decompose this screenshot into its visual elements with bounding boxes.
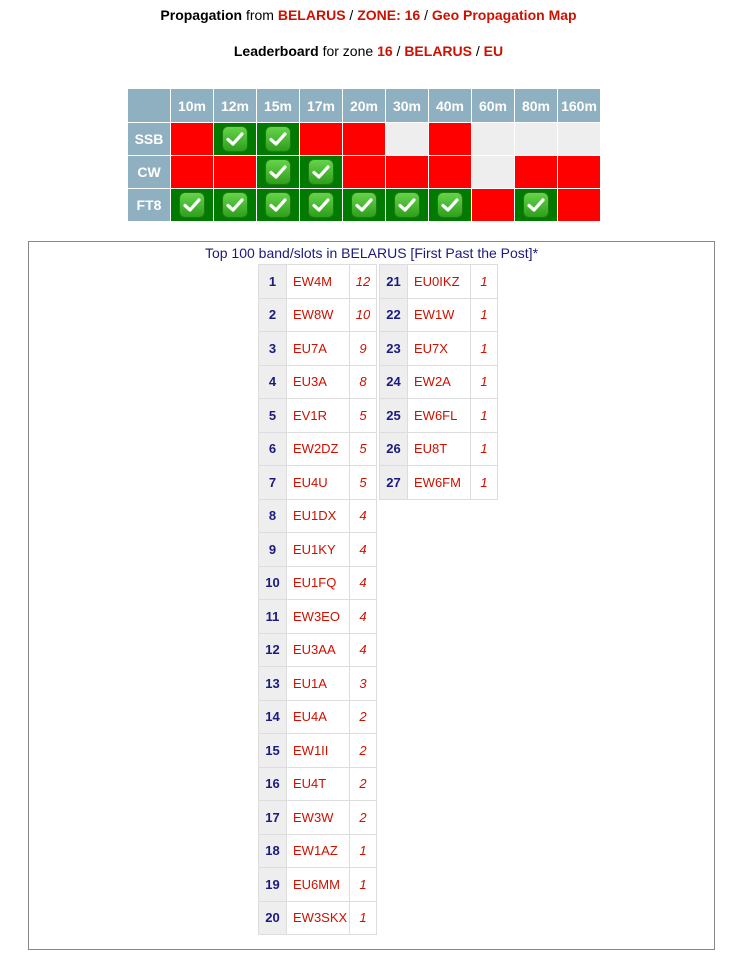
slot-count: 9: [350, 332, 377, 366]
slot-cell-ssb-10m[interactable]: [171, 123, 214, 156]
band-header-12m: 12m: [214, 89, 257, 123]
slot-cell-cw-20m[interactable]: [343, 156, 386, 189]
continent-link[interactable]: EU: [483, 43, 504, 59]
slot-cell-cw-15m[interactable]: [257, 156, 300, 189]
rank-cell: 15: [259, 734, 287, 768]
slot-cell-ssb-80m: [515, 123, 558, 156]
band-mode-grid: [127, 88, 601, 222]
band-header-160m: 160m: [558, 89, 601, 123]
slot-count: 1: [471, 332, 498, 366]
slot-count: 1: [471, 298, 498, 332]
slot-cell-ft8-12m[interactable]: [214, 189, 257, 222]
callsign-link[interactable]: EU1DX: [287, 499, 350, 533]
for-zone-word: for zone: [322, 43, 374, 59]
checkmark-icon: [179, 192, 205, 218]
table-row: [259, 700, 377, 734]
separator: /: [475, 43, 480, 59]
slot-cell-ft8-30m[interactable]: [386, 189, 429, 222]
checkmark-icon: [394, 192, 420, 218]
rank-cell: 2: [259, 298, 287, 332]
table-row: [259, 734, 377, 768]
table-row: [259, 767, 377, 801]
table-row: [259, 834, 377, 868]
leaderboard-table-right: [379, 264, 498, 500]
slot-count: 1: [471, 365, 498, 399]
leaderboard-table-left: [258, 264, 377, 935]
rank-cell: 11: [259, 600, 287, 634]
rank-cell: 17: [259, 801, 287, 835]
checkmark-icon: [308, 192, 334, 218]
rank-cell: 7: [259, 466, 287, 500]
slot-count: 12: [350, 265, 377, 299]
rank-cell: 20: [259, 901, 287, 935]
callsign-link[interactable]: EW1W: [408, 298, 471, 332]
slot-cell-cw-12m[interactable]: [214, 156, 257, 189]
callsign-link[interactable]: EU4U: [287, 466, 350, 500]
propagation-label: Propagation: [160, 7, 243, 23]
rank-cell: 27: [380, 466, 408, 500]
rank-cell: 26: [380, 432, 408, 466]
slot-cell-ft8-10m[interactable]: [171, 189, 214, 222]
slot-count: 4: [350, 600, 377, 634]
band-header-80m: 80m: [515, 89, 558, 123]
slot-cell-cw-10m[interactable]: [171, 156, 214, 189]
rank-cell: 18: [259, 834, 287, 868]
table-row: [259, 566, 377, 600]
band-header-30m: 30m: [386, 89, 429, 123]
slot-cell-cw-17m[interactable]: [300, 156, 343, 189]
grid-corner: [128, 89, 171, 123]
rank-cell: 21: [380, 265, 408, 299]
callsign-link[interactable]: EV1R: [287, 399, 350, 433]
rank-cell: 10: [259, 566, 287, 600]
rank-cell: 13: [259, 667, 287, 701]
leaderboard-label: Leaderboard: [233, 43, 319, 59]
table-row: [380, 332, 498, 366]
checkmark-icon: [265, 126, 291, 152]
callsign-link[interactable]: EU4A: [287, 700, 350, 734]
checkmark-icon: [523, 192, 549, 218]
rank-cell: 9: [259, 533, 287, 567]
callsign-link[interactable]: EW4M: [287, 265, 350, 299]
callsign-link[interactable]: EW3SKX: [287, 901, 350, 935]
callsign-link[interactable]: EW6FL: [408, 399, 471, 433]
separator: /: [424, 7, 428, 23]
callsign-link[interactable]: EW2A: [408, 365, 471, 399]
slot-count: 2: [350, 801, 377, 835]
grid-row-cw: [128, 156, 601, 189]
slot-count: 1: [350, 901, 377, 935]
slot-count: 5: [350, 466, 377, 500]
callsign-link[interactable]: EW6FM: [408, 466, 471, 500]
table-row: [380, 399, 498, 433]
callsign-link[interactable]: EU7X: [408, 332, 471, 366]
callsign-link[interactable]: EU7A: [287, 332, 350, 366]
slot-cell-ssb-15m[interactable]: [257, 123, 300, 156]
rank-cell: 24: [380, 365, 408, 399]
table-row: [380, 365, 498, 399]
rank-cell: 5: [259, 399, 287, 433]
slot-cell-ft8-60m[interactable]: [472, 189, 515, 222]
callsign-link[interactable]: EU0IKZ: [408, 265, 471, 299]
checkmark-icon: [222, 126, 248, 152]
slot-cell-cw-160m[interactable]: [558, 156, 601, 189]
checkmark-icon: [265, 192, 291, 218]
band-header-10m: 10m: [171, 89, 214, 123]
grid-header-row: [128, 89, 601, 123]
slot-cell-ft8-15m[interactable]: [257, 189, 300, 222]
rank-cell: 14: [259, 700, 287, 734]
slot-cell-ssb-40m[interactable]: [429, 123, 472, 156]
band-header-40m: 40m: [429, 89, 472, 123]
rank-cell: 12: [259, 633, 287, 667]
callsign-link[interactable]: EW3EO: [287, 600, 350, 634]
table-row: [259, 466, 377, 500]
separator: /: [396, 43, 401, 59]
slot-count: 2: [350, 734, 377, 768]
slot-cell-ssb-20m[interactable]: [343, 123, 386, 156]
slot-cell-cw-30m[interactable]: [386, 156, 429, 189]
slot-count: 1: [350, 868, 377, 902]
zone-link[interactable]: ZONE: 16: [357, 7, 421, 23]
checkmark-icon: [351, 192, 377, 218]
slot-count: 5: [350, 399, 377, 433]
rank-cell: 22: [380, 298, 408, 332]
checkmark-icon: [265, 159, 291, 185]
slot-cell-cw-40m[interactable]: [429, 156, 472, 189]
table-row: [259, 399, 377, 433]
slot-cell-ssb-12m[interactable]: [214, 123, 257, 156]
callsign-link[interactable]: EU3A: [287, 365, 350, 399]
slot-count: 4: [350, 533, 377, 567]
slot-cell-ft8-80m[interactable]: [515, 189, 558, 222]
separator: /: [349, 7, 354, 23]
mode-label: FT8: [128, 189, 171, 222]
table-row: [259, 600, 377, 634]
band-header-15m: 15m: [257, 89, 300, 123]
slot-count: 10: [350, 298, 377, 332]
slot-count: 1: [350, 834, 377, 868]
slot-count: 3: [350, 667, 377, 701]
slot-count: 1: [471, 466, 498, 500]
table-row: [380, 432, 498, 466]
checkmark-icon: [437, 192, 463, 218]
slot-cell-ssb-160m: [558, 123, 601, 156]
table-row: [259, 432, 377, 466]
slot-count: 4: [350, 566, 377, 600]
slot-count: 2: [350, 767, 377, 801]
callsign-link[interactable]: EW2DZ: [287, 432, 350, 466]
leaderboard-header: [0, 42, 737, 60]
callsign-link[interactable]: EW3W: [287, 801, 350, 835]
table-row: [259, 801, 377, 835]
from-word: from: [245, 7, 274, 23]
rank-cell: 19: [259, 868, 287, 902]
table-row: [259, 901, 377, 935]
callsign-link[interactable]: EU8T: [408, 432, 471, 466]
slot-cell-cw-60m: [472, 156, 515, 189]
slot-count: 4: [350, 633, 377, 667]
grid-row-ssb: [128, 123, 601, 156]
zone-number-link[interactable]: 16: [377, 43, 393, 59]
callsign-link[interactable]: EU6MM: [287, 868, 350, 902]
slot-count: 4: [350, 499, 377, 533]
slot-cell-ssb-17m[interactable]: [300, 123, 343, 156]
table-row: [259, 533, 377, 567]
slot-cell-cw-80m[interactable]: [515, 156, 558, 189]
slot-count: 1: [471, 265, 498, 299]
callsign-link[interactable]: EW1AZ: [287, 834, 350, 868]
slot-count: 5: [350, 432, 377, 466]
callsign-link[interactable]: EU4T: [287, 767, 350, 801]
table-row: [259, 365, 377, 399]
leaderboard-panel: [28, 241, 715, 950]
table-row: [380, 466, 498, 500]
rank-cell: 3: [259, 332, 287, 366]
geo-propagation-map-link[interactable]: Geo Propagation Map: [431, 7, 577, 23]
slot-cell-ft8-40m[interactable]: [429, 189, 472, 222]
checkmark-icon: [222, 192, 248, 218]
table-row: [259, 667, 377, 701]
rank-cell: 8: [259, 499, 287, 533]
rank-cell: 25: [380, 399, 408, 433]
band-header-17m: 17m: [300, 89, 343, 123]
slot-cell-ft8-17m[interactable]: [300, 189, 343, 222]
slot-count: 1: [471, 399, 498, 433]
mode-label: SSB: [128, 123, 171, 156]
country-name: BELARUS: [277, 7, 346, 23]
table-row: [259, 633, 377, 667]
propagation-header: [0, 6, 737, 24]
callsign-link[interactable]: EU1A: [287, 667, 350, 701]
leaderboard-title: Top 100 band/slots in BELARUS [First Past the Post]*: [204, 245, 539, 261]
band-header-20m: 20m: [343, 89, 386, 123]
table-row: [259, 332, 377, 366]
rank-cell: 23: [380, 332, 408, 366]
slot-cell-ft8-20m[interactable]: [343, 189, 386, 222]
table-row: [259, 499, 377, 533]
callsign-link[interactable]: EU1KY: [287, 533, 350, 567]
callsign-link[interactable]: EW8W: [287, 298, 350, 332]
country-link[interactable]: BELARUS: [404, 43, 472, 59]
band-header-60m: 60m: [472, 89, 515, 123]
callsign-link[interactable]: EU1FQ: [287, 566, 350, 600]
table-row: [380, 265, 498, 299]
slot-cell-ssb-60m: [472, 123, 515, 156]
slot-count: 8: [350, 365, 377, 399]
rank-cell: 1: [259, 265, 287, 299]
table-row: [259, 868, 377, 902]
slot-count: 1: [471, 432, 498, 466]
callsign-link[interactable]: EU3AA: [287, 633, 350, 667]
table-row: [259, 298, 377, 332]
grid-row-ft8: [128, 189, 601, 222]
callsign-link[interactable]: EW1II: [287, 734, 350, 768]
rank-cell: 4: [259, 365, 287, 399]
slot-cell-ft8-160m[interactable]: [558, 189, 601, 222]
rank-cell: 16: [259, 767, 287, 801]
mode-label: CW: [128, 156, 171, 189]
slot-count: 2: [350, 700, 377, 734]
checkmark-icon: [308, 159, 334, 185]
table-row: [259, 265, 377, 299]
slot-cell-ssb-30m: [386, 123, 429, 156]
table-row: [380, 298, 498, 332]
rank-cell: 6: [259, 432, 287, 466]
